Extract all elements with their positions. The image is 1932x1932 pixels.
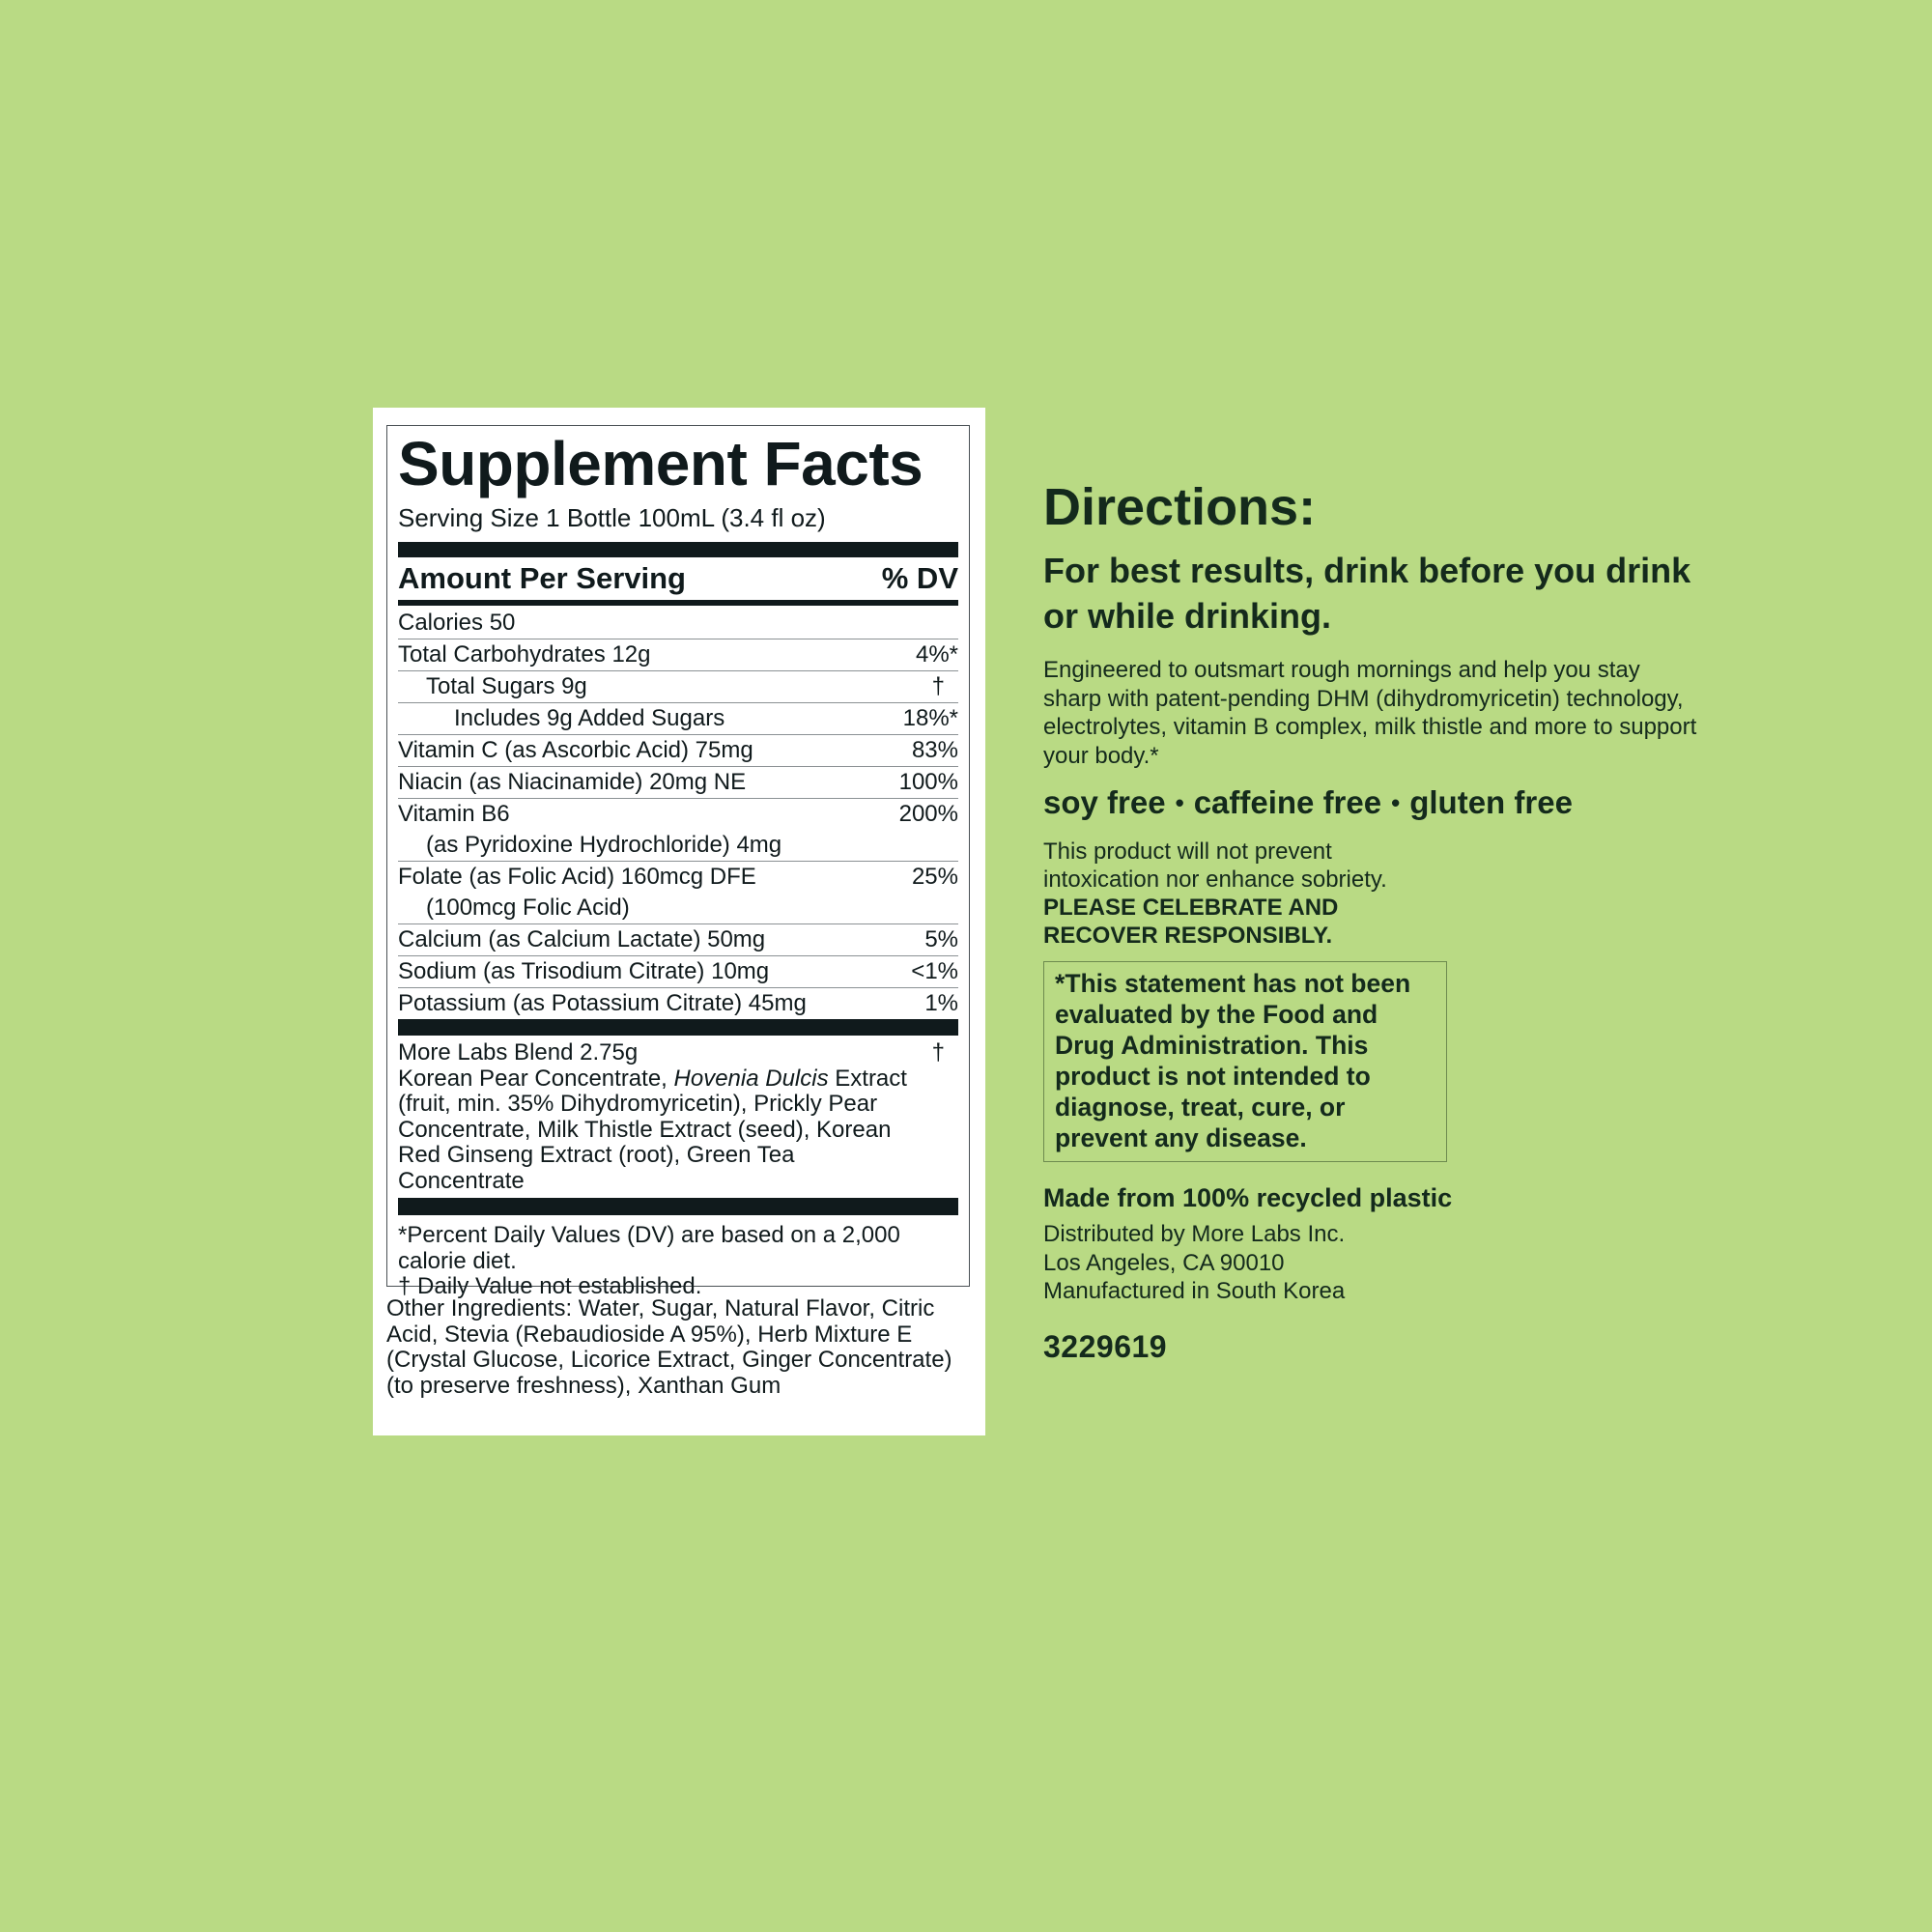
nutrient-name: Calories 50 <box>398 610 516 636</box>
nutrient-name: Includes 9g Added Sugars <box>454 705 725 731</box>
proprietary-blend <box>398 1036 958 1198</box>
nutrient-row <box>398 861 958 923</box>
nutrient-name: Vitamin C (as Ascorbic Acid) 75mg <box>398 737 753 763</box>
nutrient-row <box>398 798 958 861</box>
directions-body: Engineered to outsmart rough mornings and help you stay sharp with patent-pending DHM (dihydromyricetin) technology, electrolytes, vitamin B complex, milk thistle and more to support your body.* <box>1043 657 1697 769</box>
distributor-info <box>1043 1220 1700 1306</box>
serving-size: Serving Size 1 Bottle 100mL (3.4 fl oz) <box>398 503 826 532</box>
nutrient-name-block <box>398 799 899 861</box>
free-item: caffeine free <box>1193 784 1382 820</box>
divider-bar <box>398 1019 958 1036</box>
nutrient-dv: 4%* <box>915 641 958 668</box>
nutrient-dv: 1% <box>924 990 958 1016</box>
bullet-separator: • <box>1391 788 1401 817</box>
nutrient-name: Calcium (as Calcium Lactate) 50mg <box>398 926 766 952</box>
amount-per-serving-header <box>398 557 958 600</box>
recycled-plastic-note: Made from 100% recycled plastic <box>1043 1183 1453 1212</box>
other-ingredients: Other Ingredients: Water, Sugar, Natural Flavor, Citric Acid, Stevia (Rebaudioside A 95%), Herb Mixture E (Crystal Glucose, Licorice Extract, Ginger Concentrate) (to preserve freshness), Xanthan Gum <box>386 1295 952 1399</box>
nutrient-name: Potassium (as Potassium Citrate) 45mg <box>398 990 807 1016</box>
footnote-daily-values: *Percent Daily Values (DV) are based on a 2,000 calorie diet. <box>398 1222 900 1274</box>
nutrient-dv: 25% <box>911 864 958 890</box>
nutrient-source: (100mcg Folic Acid) <box>426 895 630 921</box>
nutrient-dv: 100% <box>898 769 958 795</box>
lot-number: 3229619 <box>1043 1328 1168 1364</box>
nutrient-name: Vitamin B6 <box>398 801 510 827</box>
nutrient-dv: 83% <box>911 737 958 763</box>
blend-header <box>398 1040 958 1066</box>
distributor-line: Los Angeles, CA 90010 <box>1043 1249 1285 1276</box>
directions-subtitle: For best results, drink before you drink or while drinking. <box>1043 551 1691 636</box>
nutrient-dv: 200% <box>898 801 958 827</box>
nutrient-name: Niacin (as Niacinamide) 20mg NE <box>398 769 747 795</box>
nutrient-name: Sodium (as Trisodium Citrate) 10mg <box>398 958 770 984</box>
celebrate-responsibly: PLEASE CELEBRATE AND RECOVER RESPONSIBLY. <box>1043 895 1339 949</box>
nutrient-name: Total Sugars 9g <box>426 673 587 699</box>
footnotes <box>398 1215 958 1300</box>
nutrient-dv: 18%* <box>902 705 958 731</box>
supplement-facts-panel <box>386 425 970 1299</box>
nutrient-row <box>398 639 958 670</box>
nutrient-dv: † <box>931 673 945 699</box>
blend-ingredients-text: Korean Pear Concentrate, <box>398 1065 674 1092</box>
blend-name: More Labs Blend 2.75g <box>398 1039 639 1065</box>
footnote-dagger: † Daily Value not established. <box>398 1273 702 1299</box>
dv-header-label: % DV <box>881 561 958 595</box>
disclaimer-text: This product will not prevent intoxication nor enhance sobriety. <box>1043 838 1387 893</box>
nutrient-row <box>398 987 958 1019</box>
nutrient-name: Total Carbohydrates 12g <box>398 641 651 668</box>
directions-column <box>1043 471 1700 1365</box>
nutrient-row <box>398 923 958 955</box>
nutrient-row <box>398 955 958 987</box>
nutrient-row <box>398 670 958 702</box>
nutrient-row <box>398 702 958 734</box>
blend-ingredients-text: Extract (fruit, min. 35% Dihydromyricetin), Prickly Pear Concentrate, Milk Thistle Extract (seed), Korean Red Ginseng Extract (root), Green Tea Concentrate <box>398 1065 907 1194</box>
facts-title: Supplement Facts <box>398 429 923 498</box>
nutrient-dv: <1% <box>911 958 958 984</box>
amount-per-serving-label: Amount Per Serving <box>398 561 686 595</box>
directions-title: Directions: <box>1043 478 1317 536</box>
blend-dv: † <box>931 1039 945 1065</box>
divider-bar <box>398 1198 958 1215</box>
nutrient-row <box>398 734 958 766</box>
nutrient-row <box>398 766 958 798</box>
fda-statement-box: *This statement has not been evaluated by the Food and Drug Administration. This product is not intended to diagnose, treat, cure, or prevent any disease. <box>1043 961 1447 1162</box>
distributor-line: Distributed by More Labs Inc. <box>1043 1221 1346 1247</box>
nutrient-dv: 5% <box>924 926 958 952</box>
divider-bar <box>398 542 958 557</box>
supplement-label-card <box>373 408 985 1435</box>
nutrient-source: (as Pyridoxine Hydrochloride) 4mg <box>426 832 782 858</box>
nutrient-name: Folate (as Folic Acid) 160mcg DFE <box>398 864 756 890</box>
free-from-list <box>1043 783 1700 822</box>
blend-ingredient-italic: Hovenia Dulcis <box>673 1065 829 1092</box>
free-item: soy free <box>1043 784 1166 820</box>
divider-bar <box>398 600 958 606</box>
blend-ingredients <box>398 1066 920 1195</box>
free-item: gluten free <box>1409 784 1573 820</box>
nutrient-name-block <box>398 862 912 923</box>
distributor-line: Manufactured in South Korea <box>1043 1278 1346 1304</box>
bullet-separator: • <box>1175 788 1184 817</box>
nutrient-row <box>398 608 958 639</box>
